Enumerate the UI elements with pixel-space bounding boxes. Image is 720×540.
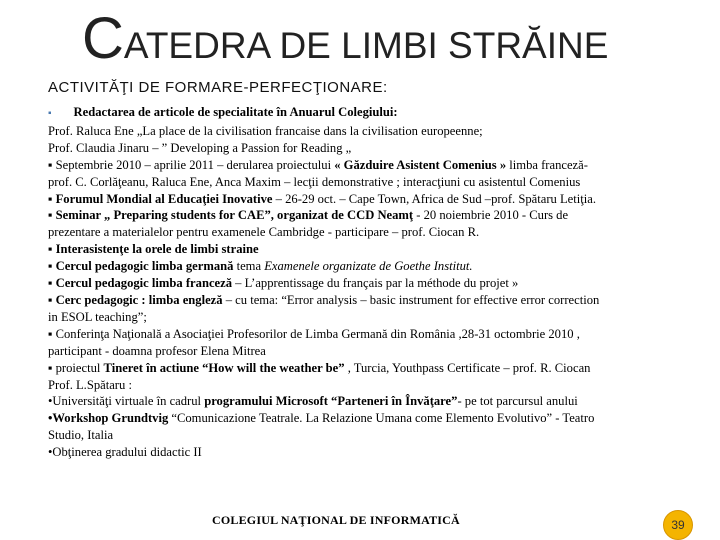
list-item: ▪ proiectul Tineret în actiune “How will the weather be” , Turcia, Youthpass Certificate – prof. R. Ciocan	[48, 360, 591, 375]
list-item: ▪ Septembrie 2010 – aprilie 2011 – derularea proiectului « Găzduire Asistent Comenius » limba franceză-	[48, 157, 588, 172]
list-item: ▪ Cercul pedagogic limba franceză – L’apprentissage du français par la méthode du projet »	[48, 276, 519, 291]
list-item: •Obţinerea gradului didactic II	[48, 445, 202, 460]
list-item: in ESOL teaching”;	[48, 309, 147, 324]
footer-text: COLEGIUL NAŢIONAL DE INFORMATICĂ	[212, 513, 460, 527]
list-item: ▪ Seminar „ Preparing students for CAE”, organizat de CCD Neamţ - 20 noiembrie 2010 - Curs de	[48, 208, 569, 223]
list-item: •Universităţi virtuale în cadrul programului Microsoft “Parteneri în Învăţare”- pe tot parcursul anului	[48, 394, 578, 409]
list-item: prezentare a materialelor pentru examenele Cambridge - participare – prof. Ciocan R.	[48, 225, 480, 240]
list-item: ▪ Cerc pedagogic : limba engleză – cu tema: “Error analysis – basic instrument for effective error correction	[48, 292, 600, 307]
list-item: ▪ Interasistenţe la orele de limbi straine	[48, 242, 259, 257]
square-bullet-icon: ▪	[48, 108, 52, 119]
list-item: participant - doamna profesor Elena Mitrea	[48, 343, 266, 358]
list-item: •Workshop Grundtvig “Comunicazione Teatrale. La Relazione Umana come Elemento Evolutivo” - Teatro	[48, 411, 595, 426]
list-item: Prof. L.Spătaru :	[48, 377, 132, 392]
list-item: ▪ Redactarea de articole de specialitate în Anuarul Colegiului:	[48, 105, 398, 119]
list-item: ▪ Conferinţa Naţională a Asociaţiei Profesorilor de Limba Germană din România ,28-31 octombrie 2010 ,	[48, 326, 580, 341]
activity-list	[48, 104, 676, 461]
title-initial: C	[82, 6, 124, 71]
section-subtitle: ACTIVITĂŢI DE FORMARE-PERFECŢIONARE:	[48, 79, 388, 96]
page-number-badge: 39	[663, 510, 693, 540]
list-item: Prof. Claudia Jinaru – ” Developing a Passion for Reading „	[48, 140, 352, 155]
list-item: ▪ Forumul Mondial al Educaţiei Inovative – 26-29 oct. – Cape Town, Africa de Sud –prof. Spătaru Letiţia.	[48, 191, 596, 206]
slide-title	[82, 6, 609, 75]
list-item: Prof. Raluca Ene „La place de la civilisation francaise dans la civilisation europeenne;	[48, 123, 483, 138]
title-rest: ATEDRA DE LIMBI STRĂINE	[123, 25, 609, 66]
list-item: Studio, Italia	[48, 428, 114, 443]
list-item: prof. C. Corlăţeanu, Raluca Ene, Anca Maxim – lecţii demonstrative ; interacţiuni cu asistentul Comenius	[48, 174, 581, 189]
list-item: ▪ Cercul pedagogic limba germană tema Examenele organizate de Goethe Institut.	[48, 259, 473, 274]
